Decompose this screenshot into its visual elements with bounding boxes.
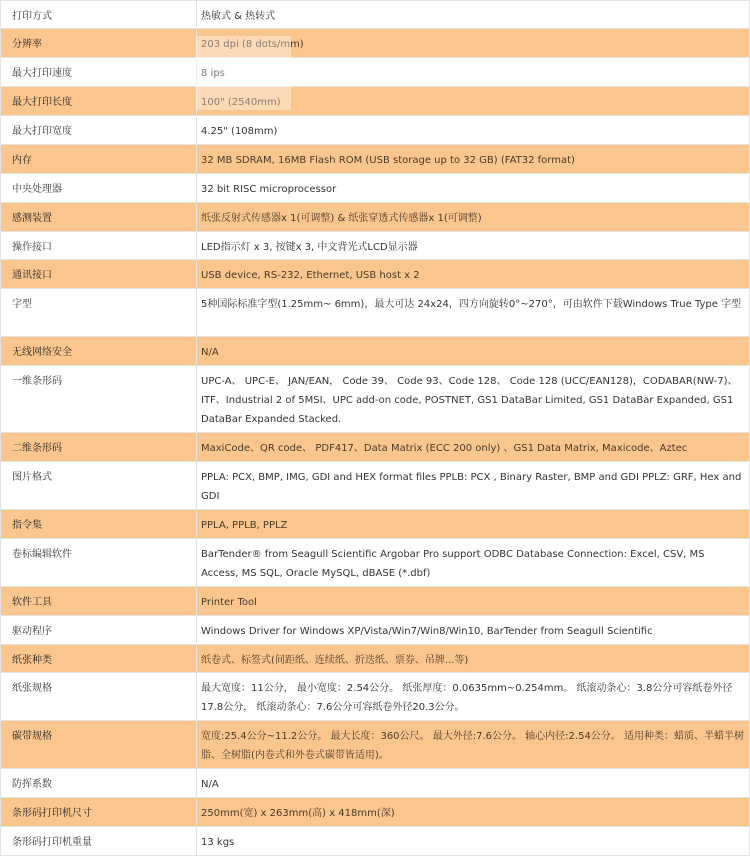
table-row [1, 645, 750, 673]
spec-value-protection-rating: N/A [197, 769, 750, 798]
spec-value-comm-interface: USB device, RS-232, Ethernet, USB host x 2 [197, 260, 750, 289]
spec-value-memory: 32 MB SDRAM, 16MB Flash ROM (USB storage up to 32 GB) (FAT32 format) [197, 145, 750, 174]
spec-value-paper-type: 纸卷式、标签式(间距纸、连续纸、折迭纸、票券、吊牌...等) [197, 645, 750, 673]
table-row [1, 174, 750, 203]
table-row [1, 1, 750, 29]
spec-value-fonts: 5种国际标准字型(1.25mm~ 6mm)，最大可达 24x24，四方向旋转0°~270°，可由软件下载Windows True Type 字型 [197, 289, 750, 337]
spec-label-protection-rating: 防挥系数 [1, 769, 197, 798]
table-row [1, 289, 750, 337]
spec-label-software-tool: 软件工具 [1, 587, 197, 616]
spec-value-resolution: 203 dpi (8 dots/mm) [197, 29, 750, 58]
table-row [1, 587, 750, 616]
table-row [1, 616, 750, 645]
spec-value-2d-barcode: MaxiCode、QR code、 PDF417、Data Matrix (ECC 200 only) 、GS1 Data Matrix, Maxicode、Aztec [197, 433, 750, 462]
spec-label-print-method: 打印方式 [1, 1, 197, 29]
spec-value-print-method: 热敏式 & 热转式 [197, 1, 750, 29]
spec-label-max-speed: 最大打印速度 [1, 58, 197, 87]
table-row [1, 673, 750, 721]
table-row [1, 827, 750, 856]
table-row [1, 116, 750, 145]
spec-label-resolution: 分辨率 [1, 29, 197, 58]
spec-value-cpu: 32 bit RISC microprocessor [197, 174, 750, 203]
spec-value-max-length: 100" (2540mm) [197, 87, 750, 116]
spec-label-image-format: 图片格式 [1, 462, 197, 510]
spec-label-label-software: 卷标编辑软件 [1, 539, 197, 587]
spec-label-1d-barcode: 一维条形码 [1, 366, 197, 433]
table-row [1, 366, 750, 433]
spec-label-fonts: 字型 [1, 289, 197, 337]
spec-value-command-set: PPLA, PPLB, PPLZ [197, 510, 750, 539]
spec-label-paper-spec: 纸张规格 [1, 673, 197, 721]
spec-label-paper-type: 纸张种类 [1, 645, 197, 673]
spec-value-operation-interface: LED指示灯 x 3, 按键x 3, 中文背光式LCD显示器 [197, 232, 750, 260]
spec-value-paper-spec: 最大宽度：11公分， 最小宽度：2.54公分。 纸张厚度：0.0635mm~0.254mm。 纸滚动条心：3.8公分可容纸卷外径17.8公分， 纸滚动条心：7.6公分可容纸卷外径20.3公分。 [197, 673, 750, 721]
spec-label-wireless-security: 无线网络安全 [1, 337, 197, 366]
table-row [1, 29, 750, 58]
spec-label-memory: 内存 [1, 145, 197, 174]
spec-label-weight: 条形码打印机重量 [1, 827, 197, 856]
spec-label-cpu: 中央处理器 [1, 174, 197, 203]
spec-value-max-speed: 8 ips [197, 58, 750, 87]
spec-value-software-tool: Printer Tool [197, 587, 750, 616]
spec-label-max-width: 最大打印宽度 [1, 116, 197, 145]
spec-value-label-software: BarTender® from Seagull Scientific Argobar Pro support ODBC Database Connection: Excel, CSV, MS Access, MS SQL, Oracle MySQL, dBASE (*.dbf) [197, 539, 750, 587]
table-row [1, 58, 750, 87]
spec-label-ribbon-spec: 碳带规格 [1, 721, 197, 769]
table-row [1, 87, 750, 116]
spec-value-max-width: 4.25" (108mm) [197, 116, 750, 145]
table-row [1, 721, 750, 769]
spec-value-image-format: PPLA: PCX, BMP, IMG, GDI and HEX format files PPLB: PCX , Binary Raster, BMP and GDI PPLZ: GRF, Hex and GDI [197, 462, 750, 510]
spec-label-dimensions: 条形码打印机尺寸 [1, 798, 197, 827]
spec-label-comm-interface: 通讯接口 [1, 260, 197, 289]
spec-label-2d-barcode: 二维条形码 [1, 433, 197, 462]
spec-value-wireless-security: N/A [197, 337, 750, 366]
table-row [1, 462, 750, 510]
spec-label-driver: 驱动程序 [1, 616, 197, 645]
spec-value-sensors: 纸张反射式传感器x 1(可调整) & 纸张穿透式传感器x 1(可调整) [197, 203, 750, 232]
table-row [1, 203, 750, 232]
table-row [1, 433, 750, 462]
spec-value-1d-barcode: UPC-A、 UPC-E、 JAN/EAN， Code 39、 Code 93、Code 128、 Code 128 (UCC/EAN128)，CODABAR(NW-7)、ITF、Industrial 2 of 5MSI、UPC add-on code, POSTNET, GS1 DataBar Limited, GS1 DataBar Expanded, GS1 DataBar Expanded Stacked. [197, 366, 750, 433]
table-row [1, 539, 750, 587]
table-row [1, 510, 750, 539]
spec-value-weight: 13 kgs [197, 827, 750, 856]
spec-label-sensors: 感测装置 [1, 203, 197, 232]
table-row [1, 260, 750, 289]
table-row [1, 337, 750, 366]
table-row [1, 232, 750, 260]
spec-value-driver: Windows Driver for Windows XP/Vista/Win7/Win8/Win10, BarTender from Seagull Scientific [197, 616, 750, 645]
spec-label-max-length: 最大打印长度 [1, 87, 197, 116]
table-row [1, 769, 750, 798]
spec-value-dimensions: 250mm(宽) x 263mm(高) x 418mm(深) [197, 798, 750, 827]
table-row [1, 145, 750, 174]
table-row [1, 798, 750, 827]
spec-value-ribbon-spec: 宽度:25.4公分~11.2公分。 最大长度：360公尺。 最大外径:7.6公分。 轴心内径:2.54公分。 适用种类：蜡质、半蜡半树脂、全树脂(内卷式和外卷式碳带皆适用)。 [197, 721, 750, 769]
spec-label-operation-interface: 操作接口 [1, 232, 197, 260]
spec-label-command-set: 指令集 [1, 510, 197, 539]
